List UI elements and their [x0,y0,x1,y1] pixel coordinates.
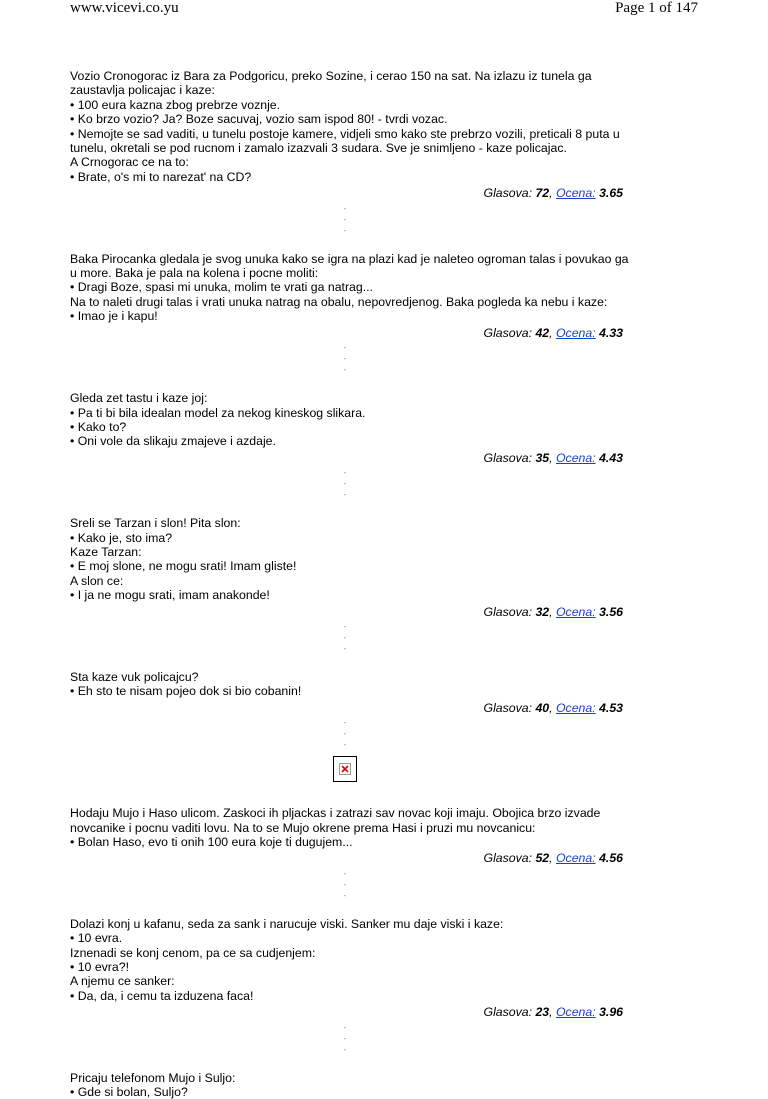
joke-line: • 100 eura kazna zbog prebrze voznje. [70,97,281,112]
joke-item [70,516,630,602]
votes-label: Glasova: [483,700,533,715]
separator: - - - [343,468,347,500]
joke-line: • Oni vole da slikaju zmajeve i azdaje. [70,434,276,449]
rating-score: 4.56 [599,851,623,866]
joke-item [70,670,630,699]
rating-link[interactable]: Ocena: [555,700,596,715]
joke-line: • Gde si bolan, Suljo? [70,1085,188,1099]
separator: - - - [343,718,347,750]
rating-link[interactable]: Ocena: [555,450,596,465]
joke-line: A Crnogorac ce na to: [70,155,189,170]
joke-rating: Glasova: 35, Ocena: 4.43 [483,450,623,465]
page-number: Page 1 of 147 [615,0,698,16]
joke-item [70,252,630,324]
votes-count: 42 [535,325,550,340]
joke-line: • Bolan Haso, evo ti onih 100 eura koje ti dugujem... [70,835,353,849]
joke-item [70,69,630,184]
joke-line: Vozio Cronogorac iz Bara za Podgoricu, preko Sozine, i cerao 150 na sat. Na izlazu iz tunela ga zaustavlja policajac i kaze: [70,69,592,98]
votes-label: Glasova: [483,604,533,619]
votes-count: 40 [535,700,550,715]
rating-link[interactable]: Ocena: [555,851,596,866]
joke-line: Dolazi konj u kafanu, seda za sank i narucuje viski. Sanker mu daje viski i kaze: [70,916,504,931]
separator: - - - [343,621,347,653]
votes-label: Glasova: [483,325,533,340]
rating-score: 3.96 [599,1005,623,1020]
joke-line: • Kako je, sto ima? [70,530,173,545]
rating-link[interactable]: Ocena: [555,1005,596,1020]
joke-rating: Glasova: 32, Ocena: 3.56 [483,604,623,619]
joke-line: • E moj slone, ne mogu srati! Imam gliste! [70,559,297,574]
site-url: www.vicevi.co.yu [70,0,179,16]
joke-line: • 10 evra. [70,931,123,946]
joke-rating: Glasova: 40, Ocena: 4.53 [483,700,623,715]
votes-label: Glasova: [483,186,533,201]
rating-score: 4.33 [599,325,623,340]
joke-line: • Eh sto te nisam pojeo dok si bio cobanin! [70,684,302,699]
page-header [70,0,698,17]
joke-line: A slon ce: [70,573,124,588]
joke-line: Hodaju Mujo i Haso ulicom. Zaskoci ih pljackas i zatrazi sav novac koji imaju. Obojica brzo izvade novcanike i pocnu vaditi lovu. Na to se Mujo okrene prema Hasi i pruzi mu novcanicu: [70,806,601,835]
separator: - - - [343,343,347,375]
rating-link[interactable]: Ocena: [555,186,596,201]
joke-rating: Glasova: 42, Ocena: 4.33 [483,325,623,340]
joke-line: Baka Pirocanka gledala je svog unuka kako se igra na plazi kad je naleteo ogroman talas i povukao ga u more. Baka je pala na kolena i pocne moliti: [70,251,629,281]
broken-image-glyph [339,763,351,775]
votes-count: 72 [535,186,550,201]
joke-item [70,806,630,849]
joke-line: Pricaju telefonom Mujo i Suljo: [70,1070,236,1085]
rating-score: 3.65 [599,186,623,201]
broken-image-icon [333,756,357,782]
separator: - - - [343,868,347,900]
joke-rating: Glasova: 23, Ocena: 3.96 [483,1005,623,1020]
joke-line: A njemu ce sanker: [70,974,175,989]
votes-count: 23 [535,1005,550,1020]
joke-line: Sta kaze vuk policajcu? [70,669,199,684]
joke-line: • I ja ne mogu srati, imam anakonde! [70,588,270,603]
rating-score: 3.56 [599,604,623,619]
rating-score: 4.53 [599,700,623,715]
rating-link[interactable]: Ocena: [555,604,596,619]
rating-link[interactable]: Ocena: [555,325,596,340]
joke-line: Gleda zet tastu i kaze joj: [70,391,208,406]
votes-label: Glasova: [483,1005,533,1020]
joke-line: • Nemojte se sad vaditi, u tunelu postoje kamere, vidjeli smo kako ste prebrzo vozili, preticali 8 puta u tunelu, okretali se pod rucnom i zamalo izazvali 3 sudara. Sve je snimljeno - kaze policajac. [70,126,620,156]
joke-item [70,391,630,449]
joke-line: • Kako to? [70,419,127,434]
joke-item [70,917,630,1003]
joke-line: • Pa ti bi bila idealan model za nekog kineskog slikara. [70,405,366,420]
votes-count: 35 [535,450,550,465]
votes-count: 32 [535,604,550,619]
votes-count: 52 [535,851,550,866]
joke-rating: Glasova: 52, Ocena: 4.56 [483,851,623,866]
joke-item [70,1071,630,1099]
separator: - - - [343,203,347,235]
joke-line: Kaze Tarzan: [70,544,142,559]
joke-rating: Glasova: 72, Ocena: 3.65 [483,186,623,201]
joke-line: • Dragi Boze, spasi mi unuka, molim te vrati ga natrag... [70,280,373,295]
joke-line: • Da, da, i cemu ta izduzena faca! [70,988,254,1003]
separator: - - - [343,1022,347,1054]
joke-line: • Ko brzo vozio? Ja? Boze sacuvaj, vozio sam ispod 80! - tvrdi vozac. [70,112,448,127]
joke-line: Sreli se Tarzan i slon! Pita slon: [70,516,241,531]
joke-line: • 10 evra?! [70,960,129,975]
joke-list [70,69,630,1099]
joke-line: Iznenadi se konj cenom, pa ce sa cudjenjem: [70,945,316,960]
joke-line: • Brate, o's mi to narezat' na CD? [70,169,252,184]
votes-label: Glasova: [483,851,533,866]
joke-line: • Imao je i kapu! [70,309,158,324]
votes-label: Glasova: [483,450,533,465]
joke-line: Na to naleti drugi talas i vrati unuka natrag na obalu, nepovredjenog. Baka pogleda ka nebu i kaze: [70,294,608,309]
rating-score: 4.43 [599,450,623,465]
